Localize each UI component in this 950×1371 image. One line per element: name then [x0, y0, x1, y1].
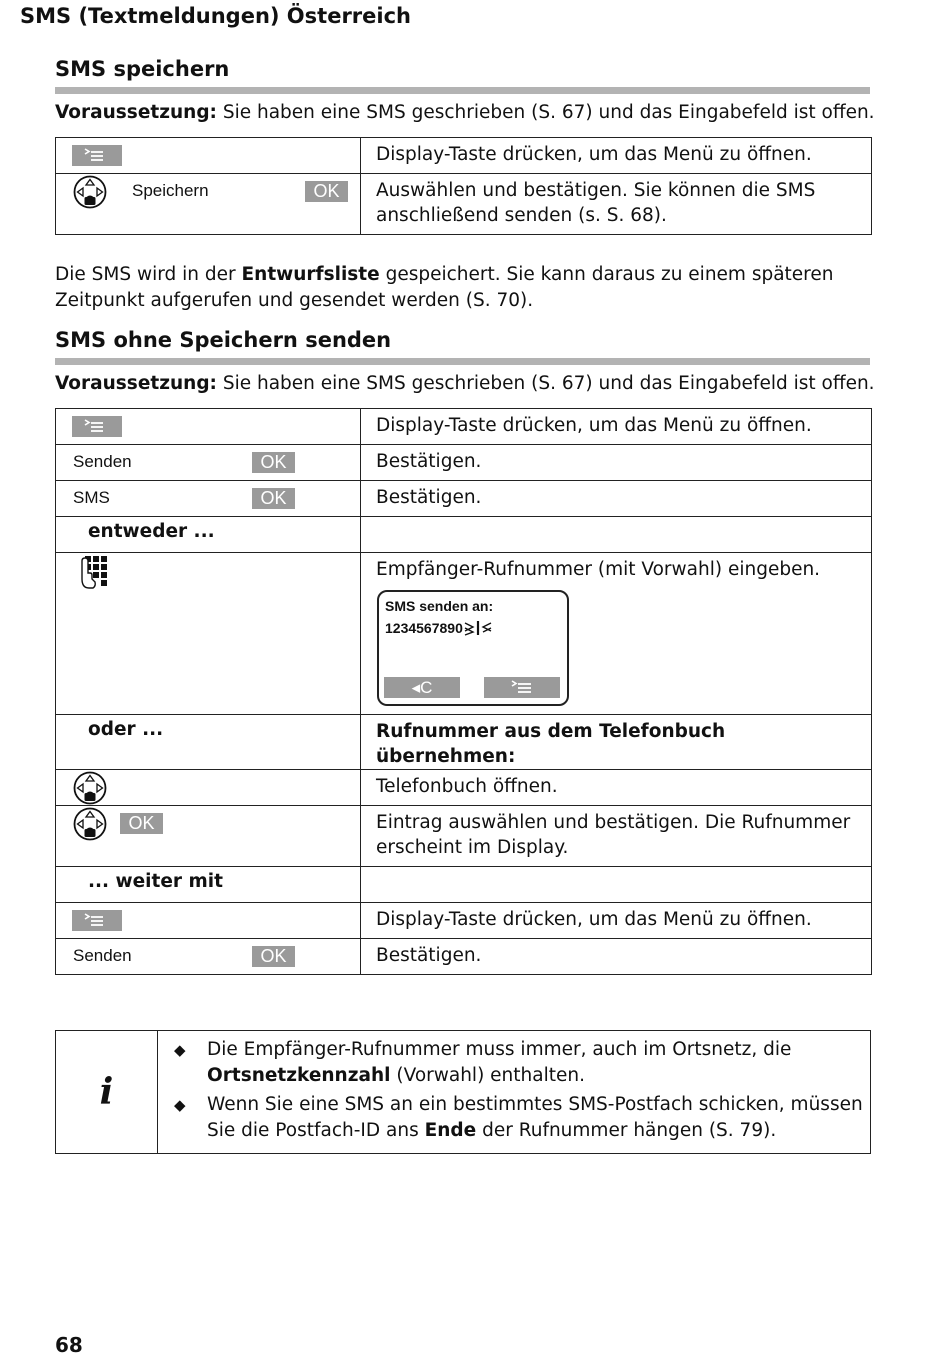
table-row [56, 517, 872, 553]
ok-key[interactable]: OK [305, 181, 348, 202]
display-delete-button[interactable]: ◂C [384, 677, 460, 698]
paragraph-entwurfsliste: Die SMS wird in der Entwurfsliste gespeichert. Sie kann daraus zu einem späteren Zeitpunkt aufgerufen und gesendet werden (S. 70). [55, 264, 834, 311]
info-note-box [55, 1030, 871, 1154]
section-title-sms-speichern: SMS speichern [55, 57, 230, 81]
menu-item-senden[interactable]: Senden [73, 452, 132, 471]
navigation-key-icon[interactable] [73, 175, 107, 209]
phone-display [377, 590, 569, 706]
table-row: SMS OK Bestätigen. [56, 481, 872, 517]
menu-key-icon[interactable] [72, 145, 122, 166]
table-row: Telefonbuch öffnen. [56, 770, 872, 806]
ok-key[interactable]: OK [120, 813, 163, 834]
menu-key-icon[interactable] [72, 416, 122, 437]
navigation-key-icon[interactable] [73, 771, 107, 805]
steps-table-senden [55, 408, 872, 975]
table-row: Display-Taste drücken, um das Menü zu öffnen. [56, 409, 872, 445]
menu-key-icon[interactable] [72, 910, 122, 931]
ok-key[interactable]: OK [252, 488, 295, 509]
table-row: Display-Taste drücken, um das Menü zu öffnen. [56, 903, 872, 939]
steps-table-speichern [55, 137, 872, 235]
label-entweder: entweder ... [88, 521, 215, 542]
section-divider [55, 358, 870, 365]
display-title: SMS senden an: [385, 598, 494, 614]
table-row: Speichern OK Auswählen und bestätigen. Sie können die SMS anschließend senden (s. S. 68). [56, 174, 872, 235]
page-number: 68 [55, 1333, 83, 1357]
table-row: Senden OK Bestätigen. [56, 939, 872, 975]
menu-item-speichern[interactable]: Speichern [132, 181, 209, 200]
cursor-icon [463, 620, 499, 636]
section-divider [55, 87, 870, 94]
ok-key[interactable]: OK [252, 946, 295, 967]
note-item: Die Empfänger-Rufnummer muss immer, auch im Ortsnetz, die Ortsnetzkennzahl (Vorwahl) enthalten. [207, 1039, 792, 1086]
display-number: 1234567890 [385, 616, 499, 641]
bullet-diamond-icon: ◆ [174, 1041, 186, 1059]
bullet-diamond-icon: ◆ [174, 1096, 186, 1114]
ok-key[interactable]: OK [252, 452, 295, 473]
prerequisite-text: Voraussetzung: Sie haben eine SMS geschrieben (S. 67) und das Eingabefeld ist offen. [55, 373, 875, 394]
table-row: Senden OK Bestätigen. [56, 445, 872, 481]
keypad-icon[interactable] [79, 555, 111, 591]
table-row [56, 867, 872, 903]
label-weiter-mit: ... weiter mit [88, 871, 223, 892]
display-menu-key-icon[interactable] [484, 677, 560, 698]
table-row: OK Eintrag auswählen und bestätigen. Die Rufnummer erscheint im Display. [56, 806, 872, 867]
section-title-ohne-speichern: SMS ohne Speichern senden [55, 328, 392, 352]
table-row: oder ... Rufnummer aus dem Telefonbuch übernehmen: [56, 715, 872, 770]
menu-item-sms[interactable]: SMS [73, 488, 110, 507]
table-row: Empfänger-Rufnummer (mit Vorwahl) eingeben. SMS senden an: 1234567890 ◂C [56, 553, 872, 715]
prerequisite-text: Voraussetzung: Sie haben eine SMS geschrieben (S. 67) und das Eingabefeld ist offen. [55, 102, 875, 123]
info-icon: i [56, 1031, 158, 1153]
menu-item-senden[interactable]: Senden [73, 946, 132, 965]
table-row: Display-Taste drücken, um das Menü zu öffnen. [56, 138, 872, 174]
label-oder: oder ... [88, 719, 164, 740]
page-header-title: SMS (Textmeldungen) Österreich [20, 4, 411, 28]
note-item: Wenn Sie eine SMS an ein bestimmtes SMS-Postfach schicken, müssen Sie die Postfach-ID ans Ende der Rufnummer hängen (S. 79). [207, 1094, 863, 1141]
navigation-key-icon[interactable] [73, 807, 107, 841]
